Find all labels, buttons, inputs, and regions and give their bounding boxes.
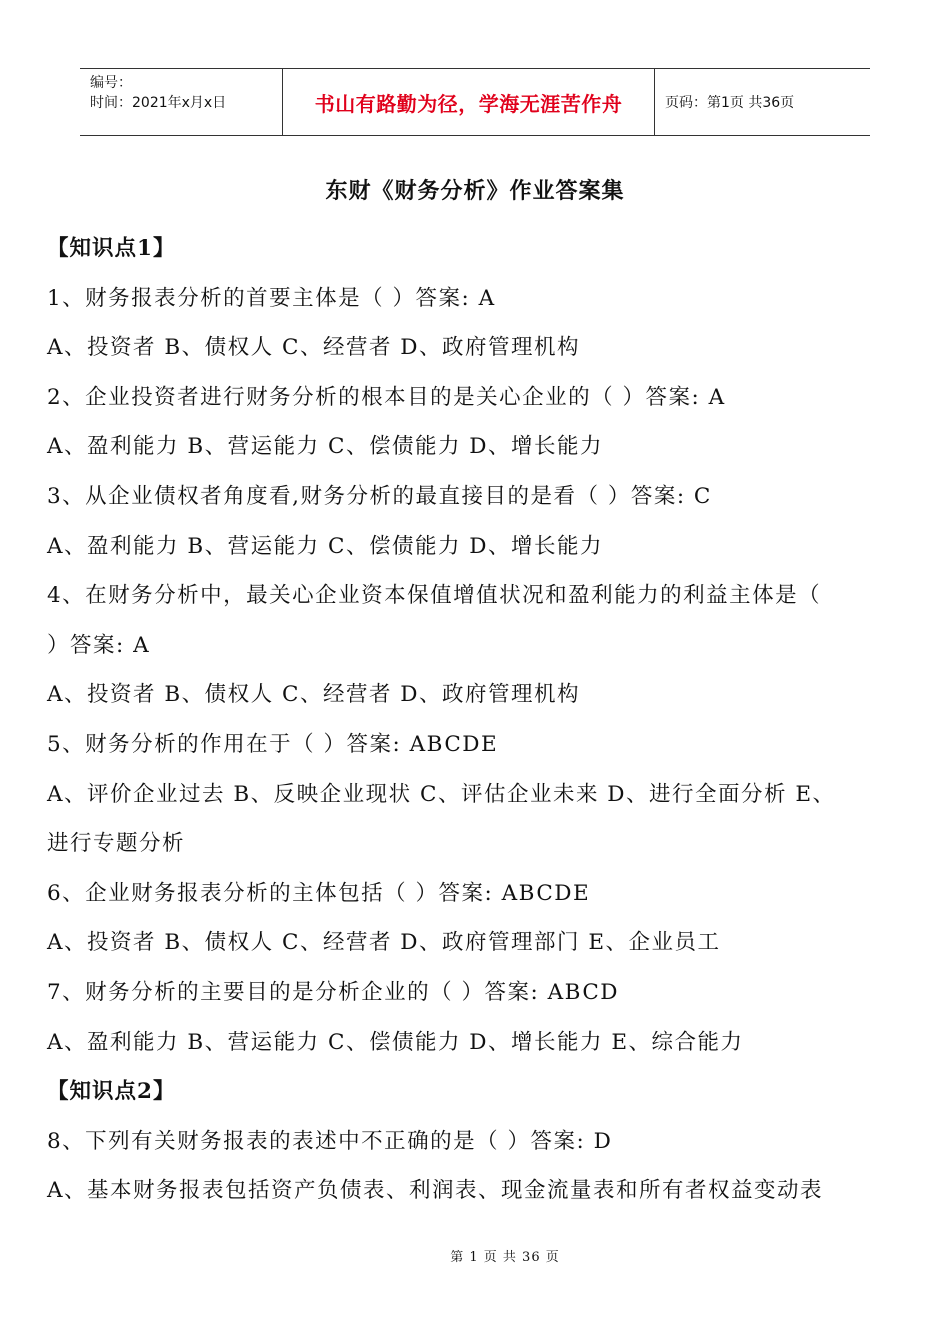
header-motto: 书山有路勤为径，学海无涯苦作舟 <box>282 69 655 135</box>
question-line: 2、企业投资者进行财务分析的根本目的是关心企业的（ ）答案: A <box>47 384 726 410</box>
options-line: A、基本财务报表包括资产负债表、利润表、现金流量表和所有者权益变动表 <box>47 1178 824 1204</box>
question-line: 6、企业财务报表分析的主体包括（ ）答案: ABCDE <box>47 880 591 906</box>
options-line: A、盈利能力 B、营运能力 C、偿债能力 D、增长能力 E、综合能力 <box>47 1029 744 1055</box>
page-footer: 第 1 页 共 36 页 <box>450 1250 560 1265</box>
options-line-continued: 进行专题分析 <box>47 831 186 857</box>
question-line: 5、财务分析的作用在于（ ）答案: ABCDE <box>47 731 499 757</box>
document-header <box>80 68 870 136</box>
question-line: 3、从企业债权者角度看,财务分析的最直接目的是看（ ）答案: C <box>47 483 712 509</box>
time-label: 时间：2021年x月x日 <box>90 95 227 111</box>
header-meta <box>80 69 282 135</box>
options-line: A、投资者 B、债权人 C、经营者 D、政府管理部门 E、企业员工 <box>47 930 721 956</box>
options-line: A、评价企业过去 B、反映企业现状 C、评估企业未来 D、进行全面分析 E、 <box>47 781 836 807</box>
question-line: 8、下列有关财务报表的表述中不正确的是（ ）答案: D <box>47 1128 613 1154</box>
number-label: 编号： <box>90 75 132 91</box>
section-heading: 【知识点1】 <box>47 236 176 261</box>
question-line: 4、在财务分析中，最关心企业资本保值增值状况和盈利能力的利益主体是（ <box>47 583 822 609</box>
question-line: 1、财务报表分析的首要主体是（ ）答案: A <box>47 285 496 311</box>
question-line: 7、财务分析的主要目的是分析企业的（ ）答案: ABCD <box>47 979 620 1005</box>
options-line: A、盈利能力 B、营运能力 C、偿债能力 D、增长能力 <box>47 533 604 559</box>
options-line: A、盈利能力 B、营运能力 C、偿债能力 D、增长能力 <box>47 434 604 460</box>
header-page-info: 页码：第1页 共36页 <box>665 95 795 111</box>
question-list <box>47 224 917 1216</box>
document-title: 东财《财务分析》作业答案集 <box>325 178 625 204</box>
options-line: A、投资者 B、债权人 C、经营者 D、政府管理机构 <box>47 682 581 708</box>
options-line: A、投资者 B、债权人 C、经营者 D、政府管理机构 <box>47 335 581 361</box>
question-line-continued: ）答案: A <box>47 632 151 658</box>
section-heading: 【知识点2】 <box>47 1079 176 1105</box>
